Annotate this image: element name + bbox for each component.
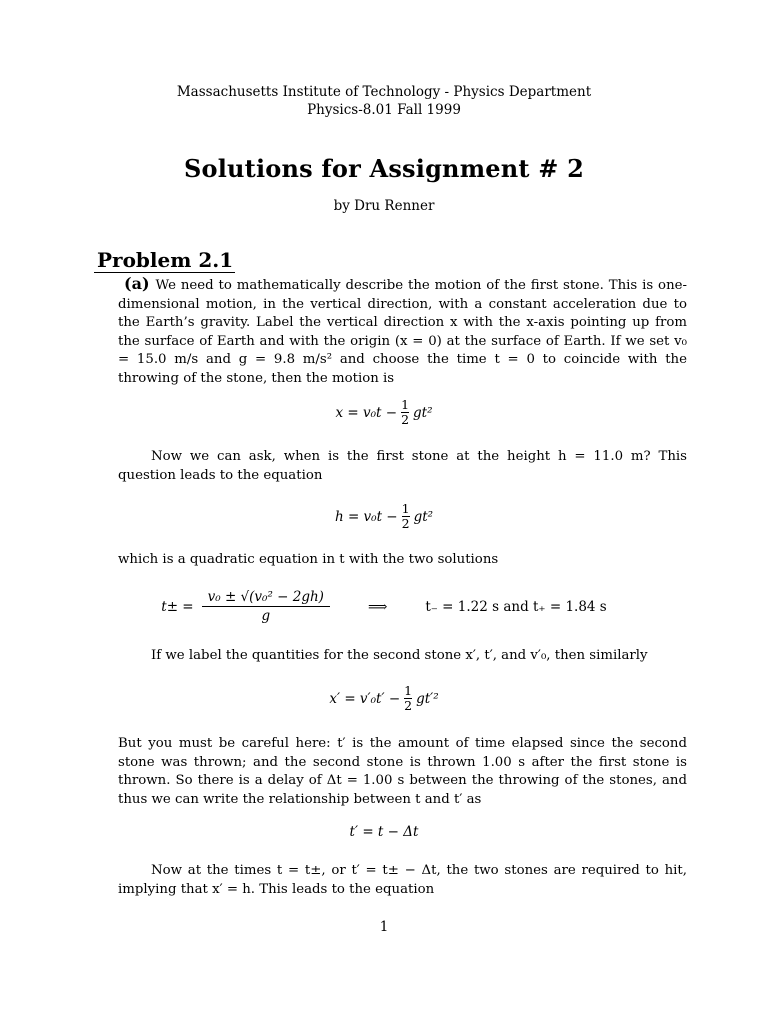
equation-3-result: t₋ = 1.22 s and t₊ = 1.84 s (425, 598, 607, 615)
equation-3 (0, 588, 768, 625)
equation-2 (0, 502, 768, 531)
paragraph-4 (118, 647, 687, 666)
paragraph-6 (118, 862, 687, 899)
paragraph-5-text: But you must be careful here: t′ is the amount of time elapsed since the second stone was thrown; and the second stone is thrown 1.00 s after the first stone is thrown. So there is a delay of Δt = 1.00 s between the throwing of the stones, and thus we can write the relationship between t and t′ as (118, 736, 687, 807)
equation-1-right: gt² (413, 404, 433, 421)
equation-2-right: gt² (413, 508, 434, 525)
fraction-numerator: 1 (404, 683, 413, 698)
page-number: 1 (379, 919, 389, 935)
paragraph-3 (118, 551, 687, 570)
paragraph-5 (118, 735, 687, 809)
fraction-denominator: 2 (404, 698, 413, 713)
document-title: Solutions for Assignment # 2 (183, 154, 585, 183)
paragraph-2-text: Now we can ask, when is the first stone at the height h = 11.0 m? This question leads to the equation (118, 449, 687, 483)
paragraph-4-text: If we label the quantities for the second stone x′, t′, and v′₀, then similarly (151, 648, 648, 663)
author-line: by Dru Renner (333, 198, 435, 214)
paragraph-1 (118, 275, 687, 388)
equation-4 (0, 684, 768, 713)
equation-4-left: x′ = v′₀t′ − (329, 690, 401, 707)
equation-5 (0, 824, 768, 840)
implies-arrow: ⟹ (367, 598, 388, 615)
equation-1 (0, 398, 768, 427)
paragraph-2 (118, 448, 687, 485)
quadratic-solution-fraction (202, 588, 330, 625)
course-line: Physics-8.01 Fall 1999 (307, 102, 461, 118)
quadratic-numerator: v₀ ± √(v₀² − 2gh) (207, 589, 324, 605)
paragraph-1-text: We need to mathematically describe the motion of the first stone. This is one-dimensional motion, in the vertical direction, with a constant acceleration due to the Earth’s gravity. Label the vertical direction x with the x-axis pointing up from the surface of Earth and with the origin (x = 0) at the surface of Earth. If we set v₀ = 15.0 m/s and g = 9.8 m/s² and choose the time t = 0 to coincide with the throwing of the stone, then the motion is (118, 278, 687, 386)
institution-line: Massachusetts Institute of Technology - Physics Department (176, 84, 592, 100)
one-half-fraction (402, 502, 410, 531)
one-half-fraction (401, 398, 409, 427)
equation-5-text: t′ = t − Δt (349, 824, 419, 840)
fraction-denominator: 2 (401, 412, 410, 427)
equation-1-left: x = v₀t − (335, 404, 398, 421)
equation-2-left: h = v₀t − (334, 508, 398, 525)
equation-4-right: gt′² (416, 690, 439, 707)
problem-heading: Problem 2.1 (94, 249, 235, 273)
one-half-fraction (404, 684, 412, 713)
fraction-numerator: 1 (401, 501, 410, 516)
quadratic-denominator: g (261, 608, 271, 624)
fraction-denominator: 2 (401, 516, 410, 531)
part-label: (a) (124, 274, 150, 293)
paragraph-6-text: Now at the times t = t±, or t′ = t± − Δt, the two stones are required to hit, implying that x′ = h. This leads to the equation (118, 863, 687, 897)
equation-3-lhs: t± = (161, 598, 194, 615)
fraction-numerator: 1 (401, 397, 410, 412)
paragraph-3-text: which is a quadratic equation in t with the two solutions (118, 552, 499, 567)
